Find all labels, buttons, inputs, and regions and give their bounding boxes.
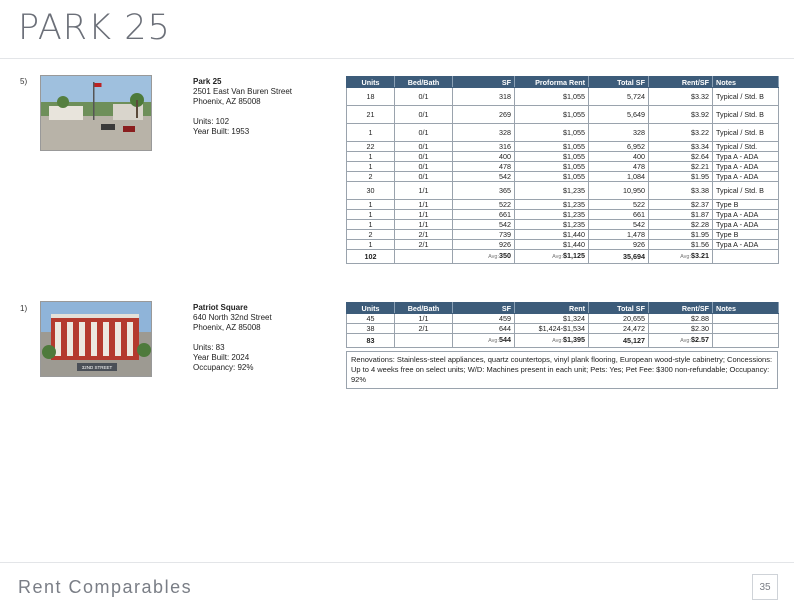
cell-rent: $1,055 (515, 162, 589, 172)
avg-rent-sf: $3.21 (691, 251, 709, 260)
table-row (347, 152, 779, 162)
cell-notes (713, 324, 779, 334)
cell-bed-bath: 0/1 (395, 124, 453, 142)
cell-notes: Typical / Std. B (713, 88, 779, 106)
page-number: 35 (752, 574, 778, 600)
property-info-park-25 (193, 77, 292, 137)
table-row (347, 324, 779, 334)
avg-label: Avg: (680, 254, 691, 260)
property-address-line2: Phoenix, AZ 85008 (193, 323, 261, 332)
cell-bed-bath: 2/1 (395, 230, 453, 240)
cell-sf: 661 (453, 210, 515, 220)
cell-units: 1 (347, 210, 395, 220)
cell-rent: $1,055 (515, 172, 589, 182)
cell-rent: $1,055 (515, 88, 589, 106)
cell-total-sf: 6,952 (589, 142, 649, 152)
cell-units: 1 (347, 152, 395, 162)
cell-rent-sf: $2.64 (649, 152, 713, 162)
avg-sf: 544 (499, 335, 511, 344)
header-units: Units (347, 303, 395, 314)
avg-rent-cell (515, 250, 589, 264)
cell-sf: 459 (453, 314, 515, 324)
avg-sf-cell (453, 334, 515, 348)
cell-rent-sf: $3.92 (649, 106, 713, 124)
property-notes: Renovations: Stainless-steel appliances, quartz countertops, vinyl plank flooring, European wood-style cabinetry; Concessions: Up to 4 weeks free on select units; W/D: Machines present in each unit; Pets: Yes; Pet Fee: $300 non-refundable; Occupancy: 92% (346, 351, 778, 389)
cell-bed-bath: 1/1 (395, 182, 453, 200)
table-total-row (347, 334, 779, 348)
total-units: 102 (347, 250, 395, 264)
comp-number: 1) (20, 304, 28, 313)
cell-total-sf: 542 (589, 220, 649, 230)
cell-rent-sf: $2.30 (649, 324, 713, 334)
cell-units: 1 (347, 162, 395, 172)
cell-sf: 926 (453, 240, 515, 250)
table-header-row (347, 77, 779, 88)
header-notes: Notes (713, 77, 779, 88)
cell-units: 30 (347, 182, 395, 200)
header-divider (0, 58, 794, 59)
table-row (347, 240, 779, 250)
comp-number: 5) (20, 77, 28, 86)
table-row (347, 314, 779, 324)
cell-rent-sf: $1.95 (649, 230, 713, 240)
property-name: Park 25 (193, 77, 222, 86)
cell-notes: Typa A - ADA (713, 152, 779, 162)
header-total-sf: Total SF (589, 77, 649, 88)
cell-bed-bath: 0/1 (395, 172, 453, 182)
cell-notes: Typa A - ADA (713, 162, 779, 172)
cell-total-sf: 24,472 (589, 324, 649, 334)
cell-bed-bath: 1/1 (395, 314, 453, 324)
rent-table-park-25 (346, 76, 779, 264)
page-title: PARK 25 (18, 8, 171, 48)
cell-rent-sf: $3.32 (649, 88, 713, 106)
cell-total-sf: 522 (589, 200, 649, 210)
cell-units: 45 (347, 314, 395, 324)
cell-notes: Typa A - ADA (713, 172, 779, 182)
header-notes: Notes (713, 303, 779, 314)
cell-total-sf: 1,084 (589, 172, 649, 182)
cell-notes: Typa A - ADA (713, 210, 779, 220)
property-year-built: Year Built: 2024 (193, 353, 250, 362)
cell-bed-bath: 1/1 (395, 210, 453, 220)
cell-rent: $1,235 (515, 182, 589, 200)
cell-sf: 644 (453, 324, 515, 334)
cell-units: 38 (347, 324, 395, 334)
cell-notes: Typical / Std. (713, 142, 779, 152)
cell-total-sf: 10,950 (589, 182, 649, 200)
avg-rent-sf: $2.57 (691, 335, 709, 344)
table-total-row (347, 250, 779, 264)
cell-total-sf: 328 (589, 124, 649, 142)
cell-notes (713, 314, 779, 324)
table-row (347, 172, 779, 182)
cell-rent-sf: $2.21 (649, 162, 713, 172)
cell-bed-bath: 0/1 (395, 162, 453, 172)
avg-rent-cell (515, 334, 589, 348)
cell-rent: $1,235 (515, 210, 589, 220)
cell-units: 2 (347, 172, 395, 182)
property-name: Patriot Square (193, 303, 248, 312)
cell-rent-sf: $3.34 (649, 142, 713, 152)
cell-rent: $1,055 (515, 124, 589, 142)
cell-sf: 400 (453, 152, 515, 162)
cell-sf: 269 (453, 106, 515, 124)
cell-notes: Type B (713, 200, 779, 210)
cell-units: 1 (347, 200, 395, 210)
property-photo-image (41, 76, 151, 150)
cell-sf: 542 (453, 172, 515, 182)
property-address-line2: Phoenix, AZ 85008 (193, 97, 261, 106)
cell-notes: Typical / Std. B (713, 124, 779, 142)
cell-total-sf: 926 (589, 240, 649, 250)
table-row (347, 88, 779, 106)
table-row (347, 182, 779, 200)
property-address-line1: 640 North 32nd Street (193, 313, 272, 322)
property-info-patriot-square (193, 303, 272, 373)
avg-sf-cell (453, 250, 515, 264)
table-row (347, 200, 779, 210)
cell-bed-bath: 0/1 (395, 142, 453, 152)
property-units: Units: 102 (193, 117, 230, 126)
cell-rent: $1,324 (515, 314, 589, 324)
cell-bed-bath: 0/1 (395, 106, 453, 124)
cell-notes: Type B (713, 230, 779, 240)
header-rent-sf: Rent/SF (649, 303, 713, 314)
cell-rent: $1,055 (515, 152, 589, 162)
cell-notes: Typical / Std. B (713, 182, 779, 200)
cell-total-sf: 478 (589, 162, 649, 172)
cell-sf: 542 (453, 220, 515, 230)
cell-rent-sf: $2.37 (649, 200, 713, 210)
cell-units: 21 (347, 106, 395, 124)
property-photo-image (41, 302, 151, 376)
cell-sf: 365 (453, 182, 515, 200)
cell-total-sf: 400 (589, 152, 649, 162)
total-sf: 45,127 (589, 334, 649, 348)
table-row (347, 220, 779, 230)
property-photo-park-25 (40, 75, 152, 151)
header-rent: Rent (515, 303, 589, 314)
cell-sf: 318 (453, 88, 515, 106)
avg-label: Avg: (488, 338, 499, 344)
header-bed-bath: Bed/Bath (395, 303, 453, 314)
cell-rent: $1,235 (515, 220, 589, 230)
table-row (347, 230, 779, 240)
footer-title: Rent Comparables (18, 577, 193, 597)
header-rent: Proforma Rent (515, 77, 589, 88)
cell-sf: 328 (453, 124, 515, 142)
cell-rent: $1,424-$1,534 (515, 324, 589, 334)
cell-total-sf: 5,649 (589, 106, 649, 124)
cell-total-sf: 1,478 (589, 230, 649, 240)
cell-rent-sf: $1.56 (649, 240, 713, 250)
cell-rent-sf: $2.88 (649, 314, 713, 324)
header-sf: SF (453, 77, 515, 88)
photo-sign-text: 32ND STREET (81, 365, 113, 370)
avg-rent: $1,125 (563, 251, 585, 260)
cell-sf: 522 (453, 200, 515, 210)
table-row (347, 124, 779, 142)
cell-units: 22 (347, 142, 395, 152)
cell-units: 1 (347, 124, 395, 142)
cell-total-sf: 20,655 (589, 314, 649, 324)
property-units: Units: 83 (193, 343, 225, 352)
cell-units: 2 (347, 230, 395, 240)
cell-rent-sf: $1.95 (649, 172, 713, 182)
avg-label: Avg: (680, 338, 691, 344)
cell-bed-bath: 0/1 (395, 88, 453, 106)
cell-sf: 316 (453, 142, 515, 152)
avg-rent-sf-cell (649, 250, 713, 264)
cell-rent-sf: $2.28 (649, 220, 713, 230)
header-sf: SF (453, 303, 515, 314)
cell-bed-bath: 1/1 (395, 220, 453, 230)
footer-divider (0, 562, 794, 563)
cell-units: 1 (347, 220, 395, 230)
avg-rent: $1,395 (563, 335, 585, 344)
cell-rent: $1,055 (515, 106, 589, 124)
cell-total-sf: 5,724 (589, 88, 649, 106)
table-row (347, 142, 779, 152)
total-units: 83 (347, 334, 395, 348)
property-address-line1: 2501 East Van Buren Street (193, 87, 293, 96)
cell-sf: 478 (453, 162, 515, 172)
cell-rent: $1,440 (515, 240, 589, 250)
cell-units: 1 (347, 240, 395, 250)
cell-notes: Typical / Std. B (713, 106, 779, 124)
table-row (347, 106, 779, 124)
table-header-row (347, 303, 779, 314)
table-row (347, 210, 779, 220)
cell-rent-sf: $3.38 (649, 182, 713, 200)
avg-sf: 350 (499, 251, 511, 260)
cell-bed-bath: 2/1 (395, 324, 453, 334)
property-photo-patriot-square (40, 301, 152, 377)
avg-rent-sf-cell (649, 334, 713, 348)
header-rent-sf: Rent/SF (649, 77, 713, 88)
avg-label: Avg: (488, 254, 499, 260)
total-sf: 35,694 (589, 250, 649, 264)
avg-label: Avg: (552, 254, 564, 260)
cell-rent: $1,440 (515, 230, 589, 240)
cell-sf: 739 (453, 230, 515, 240)
header-bed-bath: Bed/Bath (395, 77, 453, 88)
property-occupancy: Occupancy: 92% (193, 363, 254, 372)
cell-notes: Typa A - ADA (713, 220, 779, 230)
cell-rent-sf: $1.87 (649, 210, 713, 220)
header-units: Units (347, 77, 395, 88)
cell-rent-sf: $3.22 (649, 124, 713, 142)
cell-rent: $1,235 (515, 200, 589, 210)
cell-total-sf: 661 (589, 210, 649, 220)
cell-units: 18 (347, 88, 395, 106)
cell-notes: Typa A - ADA (713, 240, 779, 250)
cell-rent: $1,055 (515, 142, 589, 152)
cell-bed-bath: 2/1 (395, 240, 453, 250)
avg-label: Avg: (552, 338, 564, 344)
cell-bed-bath: 1/1 (395, 200, 453, 210)
rent-table-patriot-square (346, 302, 779, 348)
table-row (347, 162, 779, 172)
property-year-built: Year Built: 1953 (193, 127, 250, 136)
header-total-sf: Total SF (589, 303, 649, 314)
cell-bed-bath: 0/1 (395, 152, 453, 162)
